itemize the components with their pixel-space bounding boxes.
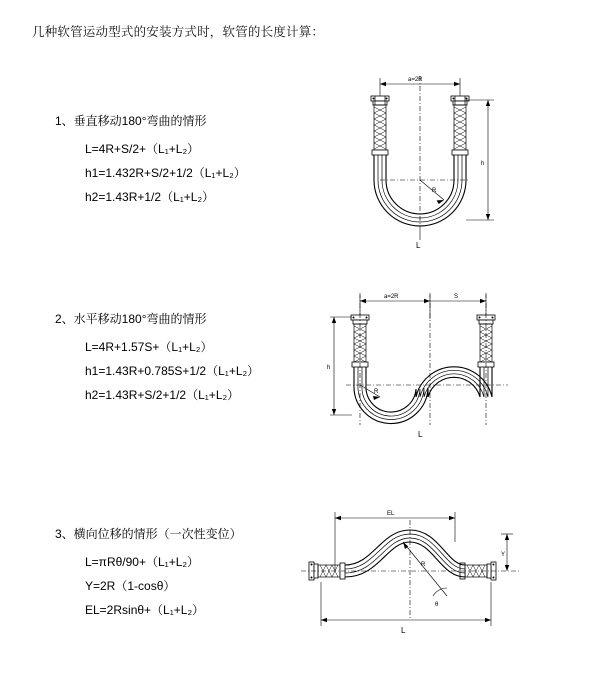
section-2-title: 2、水平移动180°弯曲的情形 xyxy=(55,312,207,326)
section-1-title: 1、垂直移动180°弯曲的情形 xyxy=(55,114,207,128)
figure-2-horizontal-180-bend xyxy=(318,285,528,465)
page-title: 几种软管运动型式的安装方式时，软管的长度计算： xyxy=(32,25,325,39)
section-3-title: 3、横向位移的情形（一次性变位） xyxy=(55,527,242,541)
section-3-formula-3: EL=2Rsinθ+（L₁+L₂） xyxy=(85,603,205,617)
svg-text:EL: EL xyxy=(387,511,395,517)
svg-text:L: L xyxy=(416,241,421,250)
section-2-formula-3: h2=1.43R+S/2+1/2（L₁+L₂） xyxy=(85,388,240,402)
section-2-formula-2: h1=1.43R+0.785S+1/2（L₁+L₂） xyxy=(85,364,260,378)
section-3-formula-1: L=πRθ/90+（L₁+L₂） xyxy=(85,555,200,569)
svg-text:R: R xyxy=(421,562,426,568)
svg-text:L: L xyxy=(418,430,423,439)
section-2-formula-1: L=4R+1.57S+（L₁+L₂） xyxy=(85,340,213,354)
svg-text:θ: θ xyxy=(435,602,439,608)
svg-text:Y: Y xyxy=(501,552,506,558)
section-3-formula-2: Y=2R（1-cosθ） xyxy=(85,579,176,593)
svg-text:S: S xyxy=(454,294,459,300)
svg-text:a=2R: a=2R xyxy=(408,77,423,83)
svg-text:R: R xyxy=(374,389,379,395)
section-1-formula-1: L=4R+S/2+（L₁+L₂） xyxy=(85,142,200,156)
figure-3-lateral-offset xyxy=(295,500,525,640)
section-1-formula-3: h2=1.43R+1/2（L₁+L₂） xyxy=(85,190,215,204)
figure-1-vertical-180-bend xyxy=(320,70,520,270)
svg-text:a=2R: a=2R xyxy=(384,294,399,300)
svg-text:R: R xyxy=(432,188,437,194)
section-1-formula-2: h1=1.432R+S/2+1/2（L₁+L₂） xyxy=(85,166,246,180)
svg-text:h: h xyxy=(481,161,485,167)
svg-text:h: h xyxy=(327,365,331,371)
svg-text:L: L xyxy=(401,626,406,635)
